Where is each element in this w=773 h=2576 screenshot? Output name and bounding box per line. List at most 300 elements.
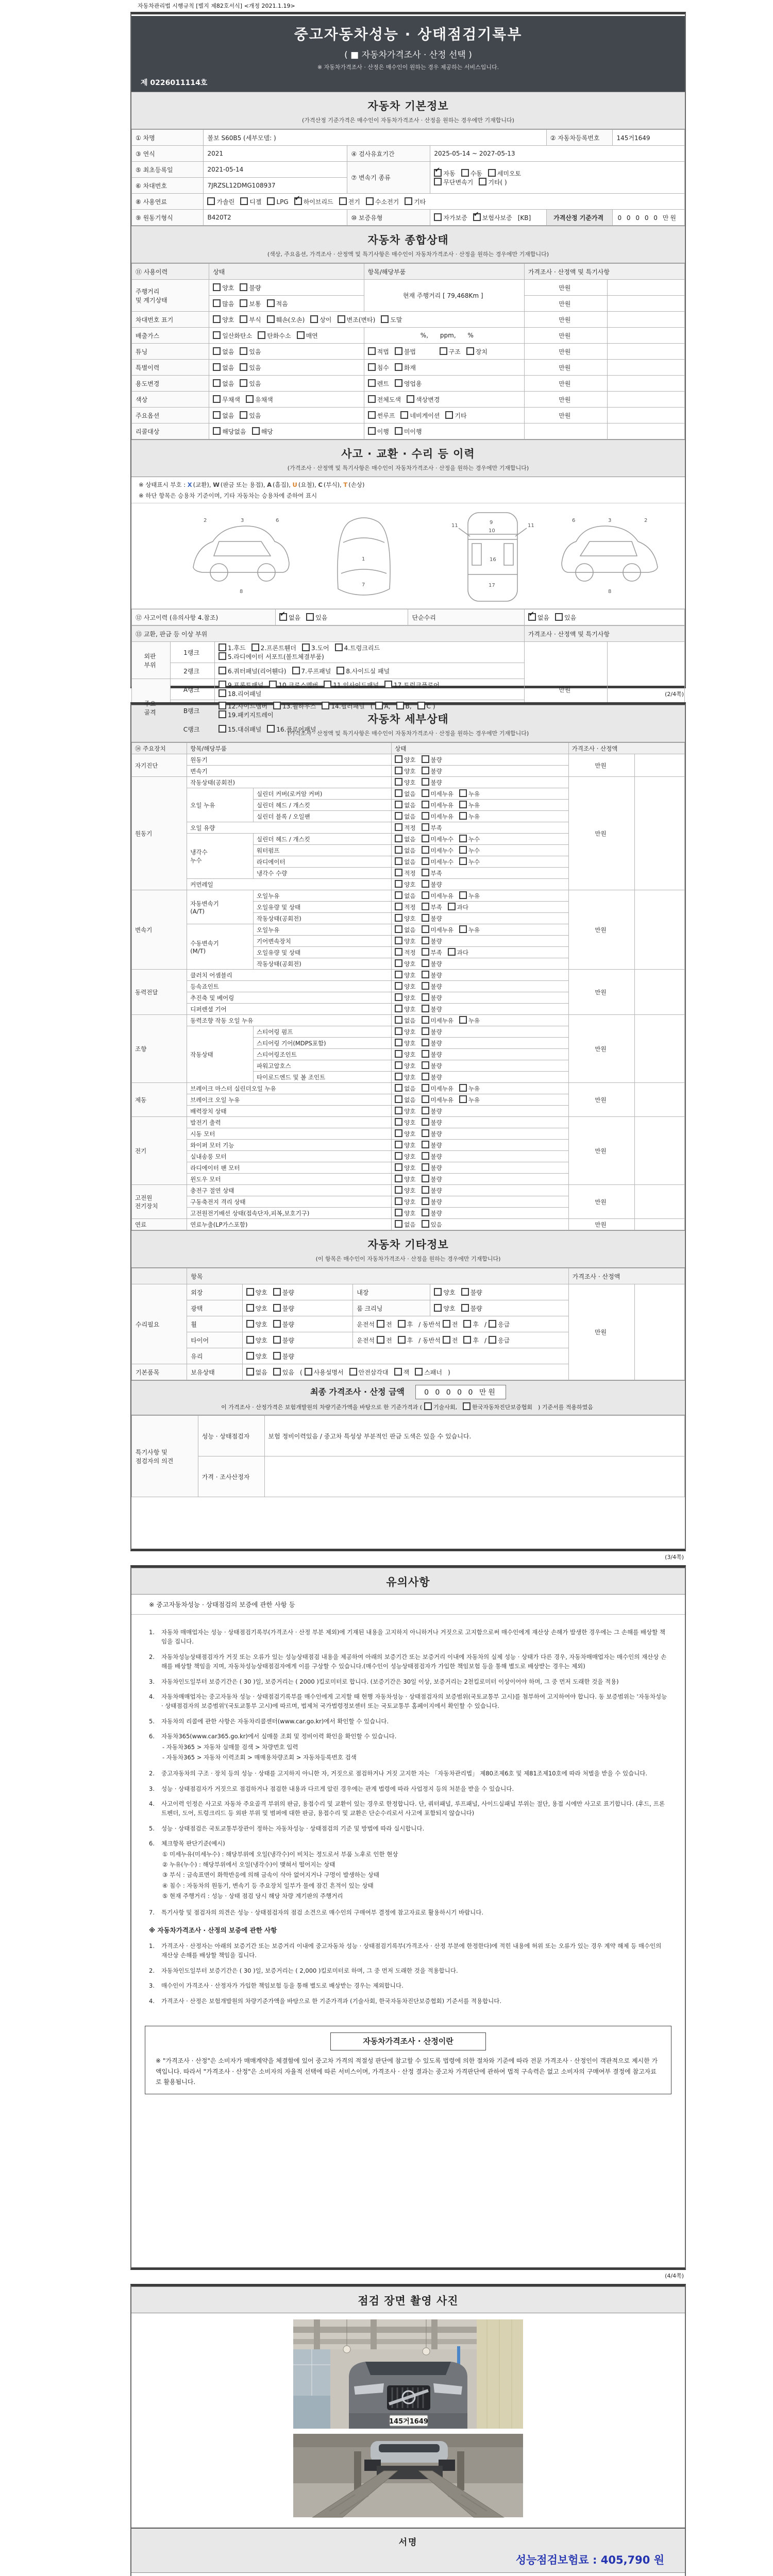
checkbox[interactable]: [422, 1061, 429, 1069]
checkbox[interactable]: [395, 347, 402, 355]
checkbox[interactable]: [240, 315, 247, 323]
checkbox[interactable]: [219, 667, 226, 674]
checkbox[interactable]: [422, 971, 429, 978]
text: 라디에이터: [257, 858, 285, 866]
checkbox[interactable]: [395, 1084, 402, 1092]
checkbox[interactable]: [395, 1027, 402, 1035]
checkbox[interactable]: [246, 1304, 254, 1312]
checkbox[interactable]: [395, 982, 402, 990]
checkbox[interactable]: [246, 1368, 254, 1376]
checkbox[interactable]: [422, 801, 429, 808]
checkbox[interactable]: [368, 395, 376, 403]
checkbox[interactable]: [213, 395, 221, 403]
checkbox[interactable]: [292, 667, 300, 674]
table-cell: [204, 178, 347, 194]
text: 튜닝: [136, 348, 148, 355]
table-cell: [187, 1268, 568, 1284]
checkbox[interactable]: [461, 1288, 469, 1296]
checkbox[interactable]: [395, 880, 402, 888]
checkbox[interactable]: [422, 1197, 429, 1205]
checkbox[interactable]: [459, 925, 467, 933]
table-cell: [546, 130, 613, 146]
checkbox[interactable]: [395, 823, 402, 831]
checkbox[interactable]: [395, 1186, 402, 1194]
notice-item-text: 성능 · 상태점검은 국토교통부장관이 정하는 자동차성능 · 상태점검의 기준 및 방법에 따라 실시합니다.: [161, 1824, 425, 1832]
checkbox[interactable]: [219, 702, 226, 709]
option: 누유: [459, 892, 480, 900]
checkbox[interactable]: [395, 959, 402, 967]
checkbox[interactable]: [395, 993, 402, 1001]
text: (: [299, 1368, 303, 1376]
checkbox[interactable]: [459, 857, 467, 865]
checkbox[interactable]: [422, 959, 429, 967]
checkbox[interactable]: [422, 1141, 429, 1148]
text: 만원: [559, 332, 571, 340]
table-cell: [392, 845, 568, 856]
checkbox[interactable]: [219, 643, 226, 651]
checkbox[interactable]: [384, 681, 392, 688]
table-cell: [254, 868, 392, 879]
option: 가솔린: [207, 198, 234, 206]
table-cell: [635, 1219, 685, 1230]
checkbox[interactable]: [395, 1141, 402, 1148]
checkbox[interactable]: [422, 903, 429, 910]
checkbox[interactable]: [395, 1118, 402, 1126]
checkbox[interactable]: [461, 169, 469, 177]
table-cell: [364, 360, 524, 376]
checkbox[interactable]: [445, 411, 453, 419]
option: 누수: [459, 836, 480, 843]
checkbox[interactable]: [424, 1402, 432, 1410]
checkbox[interactable]: [463, 1336, 471, 1344]
option: C ): [417, 703, 435, 710]
checkbox[interactable]: [395, 1016, 402, 1024]
option: 양호: [395, 1164, 415, 1172]
checkbox[interactable]: [422, 857, 429, 865]
checkbox[interactable]: [466, 347, 474, 355]
checkbox[interactable]: [459, 1095, 467, 1103]
checkbox[interactable]: [368, 427, 376, 435]
checkbox[interactable]: [395, 812, 402, 820]
checkbox[interactable]: [443, 1320, 450, 1328]
checkbox[interactable]: [213, 379, 221, 387]
checkbox[interactable]: [395, 1152, 402, 1160]
checkbox[interactable]: [395, 1197, 402, 1205]
checkbox[interactable]: [213, 411, 221, 419]
option: 부족: [422, 870, 442, 877]
option: 없음: [213, 412, 234, 419]
checkbox[interactable]: [395, 1061, 402, 1069]
checkbox[interactable]: [463, 1320, 471, 1328]
text: 워터펌프: [257, 846, 280, 854]
checkbox[interactable]: [395, 937, 402, 944]
checkbox[interactable]: [219, 710, 226, 718]
notice-item: [149, 1652, 667, 1671]
table-cell: [187, 754, 392, 766]
checkbox[interactable]: [395, 1220, 402, 1228]
checkbox[interactable]: [213, 283, 221, 291]
checkbox[interactable]: [422, 1050, 429, 1058]
text: 배력장치 상태: [190, 1107, 227, 1115]
option: 미세누유: [422, 1096, 453, 1104]
checkbox[interactable]: [267, 197, 275, 205]
checkbox[interactable]: [395, 778, 402, 786]
checkbox[interactable]: [395, 1050, 402, 1058]
checkbox[interactable]: [322, 702, 329, 709]
table-cell: [392, 868, 568, 879]
checkbox[interactable]: [240, 197, 248, 205]
notice-item-number: 3.: [149, 1677, 155, 1685]
checkbox[interactable]: [375, 702, 383, 709]
checkbox[interactable]: [240, 363, 247, 371]
checkbox[interactable]: [219, 689, 226, 697]
option: 양호: [395, 972, 415, 979]
checkbox[interactable]: [213, 299, 221, 307]
checkbox[interactable]: [395, 835, 402, 842]
checkbox[interactable]: [422, 1027, 429, 1035]
checkbox[interactable]: [395, 891, 402, 899]
checkbox[interactable]: [422, 835, 429, 842]
option: 없음: [395, 926, 415, 934]
table-cell: [392, 788, 568, 800]
checkbox[interactable]: [306, 613, 314, 621]
text: 만원: [594, 1329, 607, 1336]
checkbox[interactable]: [459, 1084, 467, 1092]
checkbox[interactable]: [422, 778, 429, 786]
checkbox[interactable]: [368, 347, 376, 355]
option: 디젤: [240, 198, 261, 206]
text: 누수: [190, 856, 202, 864]
text: 운전석: [357, 1320, 375, 1328]
checkbox[interactable]: [213, 363, 221, 371]
checkbox[interactable]: [273, 1288, 281, 1296]
checkbox[interactable]: [219, 725, 226, 733]
text: ⑬ 교환, 판금 등 이상 부위: [136, 630, 208, 638]
checkbox[interactable]: [461, 1304, 469, 1312]
checkbox[interactable]: [473, 213, 481, 221]
text: 만원: [595, 1221, 607, 1228]
checkbox[interactable]: [381, 315, 389, 323]
checkbox[interactable]: [246, 1320, 254, 1328]
table-cell: [392, 1072, 568, 1083]
checkbox[interactable]: [422, 1220, 429, 1228]
checkbox[interactable]: [555, 613, 563, 621]
table-cell: [392, 1117, 568, 1128]
checkbox[interactable]: [258, 331, 265, 339]
table-cell: [132, 392, 209, 408]
checkbox[interactable]: [434, 1288, 442, 1296]
checkbox[interactable]: [434, 169, 442, 177]
checkbox[interactable]: [459, 812, 467, 820]
checkbox[interactable]: [377, 1336, 384, 1344]
text: / 동반석: [418, 1336, 441, 1344]
checkbox[interactable]: [422, 925, 429, 933]
checkbox[interactable]: [267, 299, 275, 307]
checkbox[interactable]: [246, 1352, 254, 1360]
checkbox[interactable]: [395, 379, 402, 387]
checkbox[interactable]: [463, 1402, 470, 1410]
checkbox[interactable]: [395, 755, 402, 763]
checkbox[interactable]: [240, 411, 247, 419]
table-cell: [568, 1015, 635, 1083]
checkbox[interactable]: [422, 1118, 429, 1126]
table-cell: [187, 1185, 392, 1196]
text: 만원: [595, 988, 607, 996]
notice-item-text: 자동차 매매업자는 성능 · 상태점검기록부(가격조사 · 산정 부분 제외)에 기재된 내용을 고지하지 아니하거나 거짓으로 고지함으로써 매수인에게 재산상 손해가 발생한 경우에는 그 손해를 배상할 책임을 집니다.: [161, 1629, 665, 1646]
table-cell: [635, 970, 685, 1015]
checkbox[interactable]: [422, 812, 429, 820]
checkbox[interactable]: [443, 1336, 450, 1344]
table-cell: [254, 1060, 392, 1072]
checkbox[interactable]: [398, 1320, 406, 1328]
checkbox[interactable]: [395, 869, 402, 876]
checkbox[interactable]: [489, 1320, 496, 1328]
basic-info-table: [131, 129, 685, 226]
notice-price-subheading: ※ 자동차가격조사 · 산정의 보증에 관한 사항: [149, 1926, 277, 1934]
svg-text:3: 3: [241, 518, 244, 523]
text: 작동상태: [190, 1050, 213, 1058]
checkbox[interactable]: [273, 1368, 281, 1376]
checkbox[interactable]: [395, 427, 402, 435]
checkbox[interactable]: [252, 427, 260, 435]
checkbox[interactable]: [396, 702, 404, 709]
checkbox[interactable]: [395, 801, 402, 808]
checkbox[interactable]: [213, 331, 221, 339]
table-cell: [187, 1196, 392, 1208]
checkbox[interactable]: [395, 1039, 402, 1046]
option: 양호: [395, 1062, 415, 1070]
checkbox[interactable]: [422, 1016, 429, 1024]
table-cell: [187, 1162, 392, 1174]
checkbox[interactable]: [338, 315, 345, 323]
checkbox[interactable]: [219, 652, 226, 660]
option: 없음: [213, 380, 234, 387]
checkbox[interactable]: [440, 347, 447, 355]
checkbox[interactable]: [422, 1163, 429, 1171]
checkbox[interactable]: [395, 363, 402, 371]
table-cell: [353, 1284, 430, 1300]
checkbox[interactable]: [422, 823, 429, 831]
checkbox[interactable]: [422, 880, 429, 888]
checkbox[interactable]: [349, 1368, 357, 1376]
table-cell: [635, 1185, 685, 1219]
table-cell: [607, 408, 684, 423]
table-cell: [254, 902, 392, 913]
table-cell: [392, 1128, 568, 1140]
checkbox[interactable]: [246, 1336, 254, 1344]
checkbox[interactable]: [459, 891, 467, 899]
checkbox[interactable]: [459, 1016, 467, 1024]
checkbox[interactable]: [422, 982, 429, 990]
checkbox[interactable]: [459, 846, 467, 854]
checkbox[interactable]: [459, 789, 467, 797]
checkbox[interactable]: [422, 1107, 429, 1114]
checkbox[interactable]: [434, 1304, 442, 1312]
checkbox[interactable]: [297, 331, 305, 339]
checkbox[interactable]: [395, 903, 402, 910]
checkbox[interactable]: [422, 1005, 429, 1012]
checkbox[interactable]: [324, 681, 331, 688]
checkbox[interactable]: [422, 1175, 429, 1182]
notice-item: [149, 1784, 667, 1793]
table-cell: [635, 1284, 685, 1380]
text: ⑩ 보증유형: [351, 214, 383, 222]
checkbox[interactable]: [368, 379, 376, 387]
table-cell: [132, 280, 209, 312]
checkbox[interactable]: [422, 937, 429, 944]
checkbox[interactable]: [302, 643, 310, 651]
price-definition-text: ※ "가격조사 · 산정"은 소비자가 매매계약을 체결함에 있어 중고차 가격의 적절성 판단에 참고할 수 있도록 법령에 의한 절차와 기준에 따라 전문 가격조사 · 산정인이 객관적으로 제시한 가액입니다. 따라서 "가격조사 · 산정"은 소비자의 자율적 선택에 따른 서비스이며, 가격조사 · 산정 결과는 중고차 가격판단에 관하여 법적 구속력은 없고 소비자의 구매여부 결정에 참고자료로 활용됩니다.: [156, 2057, 658, 2086]
checkbox[interactable]: [246, 395, 254, 403]
checkbox[interactable]: [366, 197, 374, 205]
checkbox[interactable]: [335, 643, 343, 651]
option: 해당: [252, 428, 273, 435]
section-title: 자동차 기타정보: [367, 1239, 449, 1251]
table-cell: [546, 210, 613, 226]
checkbox[interactable]: [395, 789, 402, 797]
table-cell: [204, 210, 347, 226]
option: 미이행: [395, 428, 422, 435]
checkbox[interactable]: [422, 891, 429, 899]
notice-item-number: 5.: [149, 1824, 155, 1832]
checkbox[interactable]: [422, 789, 429, 797]
checkbox[interactable]: [422, 948, 429, 956]
checkbox[interactable]: [273, 1336, 281, 1344]
checkbox[interactable]: [395, 1129, 402, 1137]
checkbox[interactable]: [337, 667, 344, 674]
checkbox[interactable]: [240, 283, 247, 291]
checkbox[interactable]: [422, 1095, 429, 1103]
text: 리콜대상: [136, 428, 160, 435]
checkbox[interactable]: [395, 767, 402, 774]
option: 보통: [240, 300, 261, 308]
checkbox[interactable]: [395, 1209, 402, 1216]
checkbox[interactable]: [240, 347, 247, 355]
checkbox[interactable]: [415, 1368, 423, 1376]
checkbox[interactable]: [422, 914, 429, 922]
checkbox[interactable]: [400, 411, 408, 419]
checkbox[interactable]: [422, 767, 429, 774]
checkbox[interactable]: [422, 1152, 429, 1160]
notice-item-text: 사고이력 인정은 사고로 자동차 주요골격 부위의 판금, 용접수리 및 교환이 있는 경우로 한정합니다. 단, 쿼터패널, 루프패널, 사이드실패널 부위는 절단, 용접 시에만 사고로 표기합니다. (후드, 프론트펜더, 도어, 트렁크리드 등 외판 부위 및 범퍼에 대한 판금, 용접수리 및 교환은 단순수리로서 사고에 포함되지 않습니다): [161, 1800, 665, 1817]
checkbox[interactable]: [448, 948, 456, 956]
text: 보유상태: [191, 1368, 215, 1376]
checkbox[interactable]: [448, 903, 456, 910]
checkbox[interactable]: [405, 197, 412, 205]
option: 불량: [422, 1051, 442, 1058]
checkbox[interactable]: [395, 914, 402, 922]
final-amount-value: 0 0 0 0 0 만원: [415, 1385, 506, 1399]
checkbox[interactable]: [395, 1175, 402, 1182]
notice-list-warranty: [149, 1628, 667, 1763]
checkbox[interactable]: [273, 1320, 281, 1328]
svg-text:11: 11: [528, 523, 534, 529]
checkbox[interactable]: [422, 1129, 429, 1137]
checkbox[interactable]: [422, 1084, 429, 1092]
checkbox[interactable]: [489, 1336, 496, 1344]
checkbox[interactable]: [434, 213, 442, 221]
checkbox[interactable]: [407, 395, 414, 403]
checkbox[interactable]: [240, 379, 247, 387]
checkbox[interactable]: [422, 1039, 429, 1046]
checkbox[interactable]: [394, 1368, 402, 1376]
checkbox[interactable]: [459, 801, 467, 808]
checkbox[interactable]: [479, 178, 486, 185]
checkbox[interactable]: [434, 178, 442, 185]
checkbox[interactable]: [213, 347, 221, 355]
svg-text:2: 2: [644, 518, 648, 523]
checkbox[interactable]: [422, 993, 429, 1001]
final-amount-label: 최종 가격조사 · 산정 금액: [310, 1387, 405, 1397]
checkbox[interactable]: [417, 702, 425, 709]
text: 및 계기상태: [136, 296, 167, 304]
text: 만원: [559, 380, 571, 387]
checkbox[interactable]: [207, 197, 215, 205]
checkbox[interactable]: [339, 197, 347, 205]
checkbox[interactable]: [267, 315, 275, 323]
checkbox[interactable]: [422, 1209, 429, 1216]
checkbox[interactable]: [395, 1073, 402, 1080]
checkbox[interactable]: [528, 613, 536, 621]
checkbox[interactable]: [395, 1005, 402, 1012]
checkbox[interactable]: [422, 1073, 429, 1080]
checkbox[interactable]: [395, 846, 402, 854]
table-cell: [254, 856, 392, 868]
svg-text:11: 11: [451, 523, 458, 529]
text: 윈도우 모터: [190, 1175, 221, 1183]
checkbox[interactable]: [395, 1163, 402, 1171]
text: 차대번호 표기: [136, 316, 174, 324]
checkbox[interactable]: [213, 315, 221, 323]
checkbox[interactable]: [251, 643, 259, 651]
checkbox[interactable]: [269, 681, 277, 688]
text: 스티어링 펌프: [257, 1028, 293, 1036]
legend-symbol: C: [318, 481, 323, 488]
checkbox[interactable]: [422, 1186, 429, 1194]
checkbox[interactable]: [305, 1368, 312, 1376]
checkbox[interactable]: [273, 702, 281, 709]
checkbox[interactable]: [273, 1352, 281, 1360]
checkbox[interactable]: [213, 427, 221, 435]
checkbox[interactable]: [422, 869, 429, 876]
checkbox[interactable]: [368, 363, 376, 371]
option: 있음: [555, 614, 576, 621]
checkbox[interactable]: [395, 925, 402, 933]
checkbox[interactable]: [395, 971, 402, 978]
checkbox[interactable]: [273, 1304, 281, 1312]
checkbox[interactable]: [395, 948, 402, 956]
table-cell: [524, 408, 607, 423]
checkbox[interactable]: [398, 1336, 406, 1344]
checkbox[interactable]: [240, 299, 247, 307]
table-cell: [209, 408, 364, 423]
checkbox[interactable]: [395, 1107, 402, 1114]
checkbox[interactable]: [310, 315, 318, 323]
checkbox[interactable]: [395, 857, 402, 865]
checkbox[interactable]: [459, 835, 467, 842]
checkbox[interactable]: [422, 846, 429, 854]
checkbox[interactable]: [395, 1095, 402, 1103]
checkbox[interactable]: [246, 1288, 254, 1296]
checkbox[interactable]: [368, 411, 376, 419]
checkbox[interactable]: [488, 169, 496, 177]
checkbox[interactable]: [294, 197, 302, 205]
checkbox[interactable]: [267, 725, 275, 733]
checkbox[interactable]: [422, 755, 429, 763]
checkbox[interactable]: [279, 613, 287, 621]
checkbox[interactable]: [377, 1320, 384, 1328]
checkbox[interactable]: [219, 681, 226, 688]
